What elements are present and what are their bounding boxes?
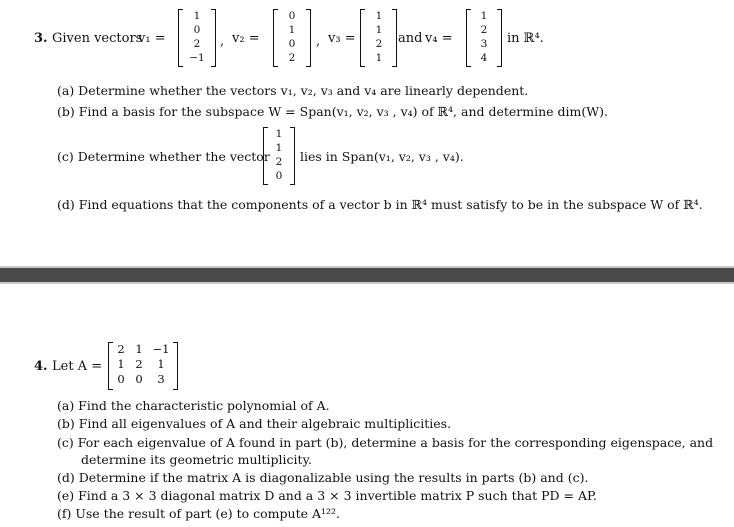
v4-entry: 3 <box>480 38 488 50</box>
comma: , <box>316 34 321 49</box>
v3-right-bracket <box>392 9 397 67</box>
problem-4-part-b: (b) Find all eigenvalues of A and their algebraic multiplicities. <box>57 416 452 431</box>
v2-right-bracket <box>306 9 311 67</box>
problem-3-part-c-post: lies in Span(v₁, v₂, v₃ , v₄). <box>300 149 464 164</box>
separator-edge-bottom <box>0 282 734 284</box>
problem-4-part-a: (a) Find the characteristic polynomial of A. <box>57 398 330 413</box>
v4-vector <box>469 9 499 65</box>
problem-4-part-f: (f) Use the result of part (e) to compute A¹²². <box>57 506 341 521</box>
matrix-entry: 1 <box>135 342 143 356</box>
problem-4-part-d: (d) Determine if the matrix A is diagonalizable using the results in parts (b) and (c). <box>57 470 589 485</box>
problem-3-intro: Given vectors <box>52 31 143 46</box>
matrix-entry: 2 <box>117 342 125 356</box>
v4-entry: 2 <box>480 24 488 36</box>
v2-entry: 0 <box>288 38 296 50</box>
matrix-entry: −1 <box>152 342 170 356</box>
v1-entry: 2 <box>193 38 201 50</box>
matrix-a <box>111 342 177 388</box>
v1-right-bracket <box>211 9 216 67</box>
c-vector-entry: 0 <box>275 170 283 182</box>
matrix-entry: 1 <box>157 357 165 371</box>
c-vector-entry: 1 <box>275 142 283 154</box>
problem-3-part-c-pre: (c) Determine whether the vector <box>57 149 270 164</box>
v3-entry: 2 <box>375 38 383 50</box>
matrix-a-right-bracket <box>173 342 178 390</box>
and-text: and <box>398 31 423 46</box>
v2-entry: 1 <box>288 24 296 36</box>
problem-4-part-e: (e) Find a 3 × 3 diagonal matrix D and a 3 × 3 invertible matrix P such that PD = AP. <box>57 488 597 503</box>
problem-3-number: 3. <box>34 31 48 46</box>
v1-label: v₁ = <box>138 31 166 46</box>
v3-label: v₃ = <box>328 31 356 46</box>
v4-entry: 4 <box>480 52 488 64</box>
problem-3-part-d: (d) Find equations that the components of a vector b in ℝ⁴ must satisfy to be in the subspace W of ℝ⁴. <box>57 197 703 212</box>
problem-3-part-a: (a) Determine whether the vectors v₁, v₂, v₃ and v₄ are linearly dependent. <box>57 83 529 98</box>
v4-label: v₄ = <box>425 31 453 46</box>
v3-entry: 1 <box>375 10 383 22</box>
v2-entry: 0 <box>288 10 296 22</box>
in-r4-text: in ℝ⁴. <box>507 31 544 46</box>
c-vector-entry: 1 <box>275 128 283 140</box>
problem-4-number: 4. <box>34 359 48 374</box>
problem-4-part-c-line1: (c) For each eigenvalue of A found in part (b), determine a basis for the corresponding eigenspace, and <box>57 435 714 450</box>
problem-4-intro: Let A = <box>52 359 103 374</box>
v2-vector <box>277 9 307 65</box>
v4-right-bracket <box>497 9 502 67</box>
v1-vector <box>182 9 212 65</box>
v2-label: v₂ = <box>232 31 260 46</box>
matrix-entry: 0 <box>135 372 143 386</box>
v1-entry: 1 <box>193 10 201 22</box>
section-separator <box>0 268 734 282</box>
v3-vector <box>364 9 394 65</box>
v1-entry: 0 <box>193 24 201 36</box>
v3-entry: 1 <box>375 52 383 64</box>
c-vector-entry: 2 <box>275 156 283 168</box>
c-vector-right-bracket <box>290 127 295 185</box>
matrix-entry: 0 <box>117 372 125 386</box>
matrix-entry: 2 <box>135 357 143 371</box>
matrix-entry: 3 <box>157 372 165 386</box>
v1-entry: −1 <box>189 52 205 64</box>
problem-3-part-b: (b) Find a basis for the subspace W = Span(v₁, v₂, v₃ , v₄) of ℝ⁴, and determine dim(W). <box>57 104 608 119</box>
matrix-entry: 1 <box>117 357 125 371</box>
problem-4-part-c-line2: determine its geometric multiplicity. <box>81 452 312 467</box>
v4-entry: 1 <box>480 10 488 22</box>
comma: , <box>220 34 225 49</box>
v2-entry: 2 <box>288 52 296 64</box>
v3-entry: 1 <box>375 24 383 36</box>
